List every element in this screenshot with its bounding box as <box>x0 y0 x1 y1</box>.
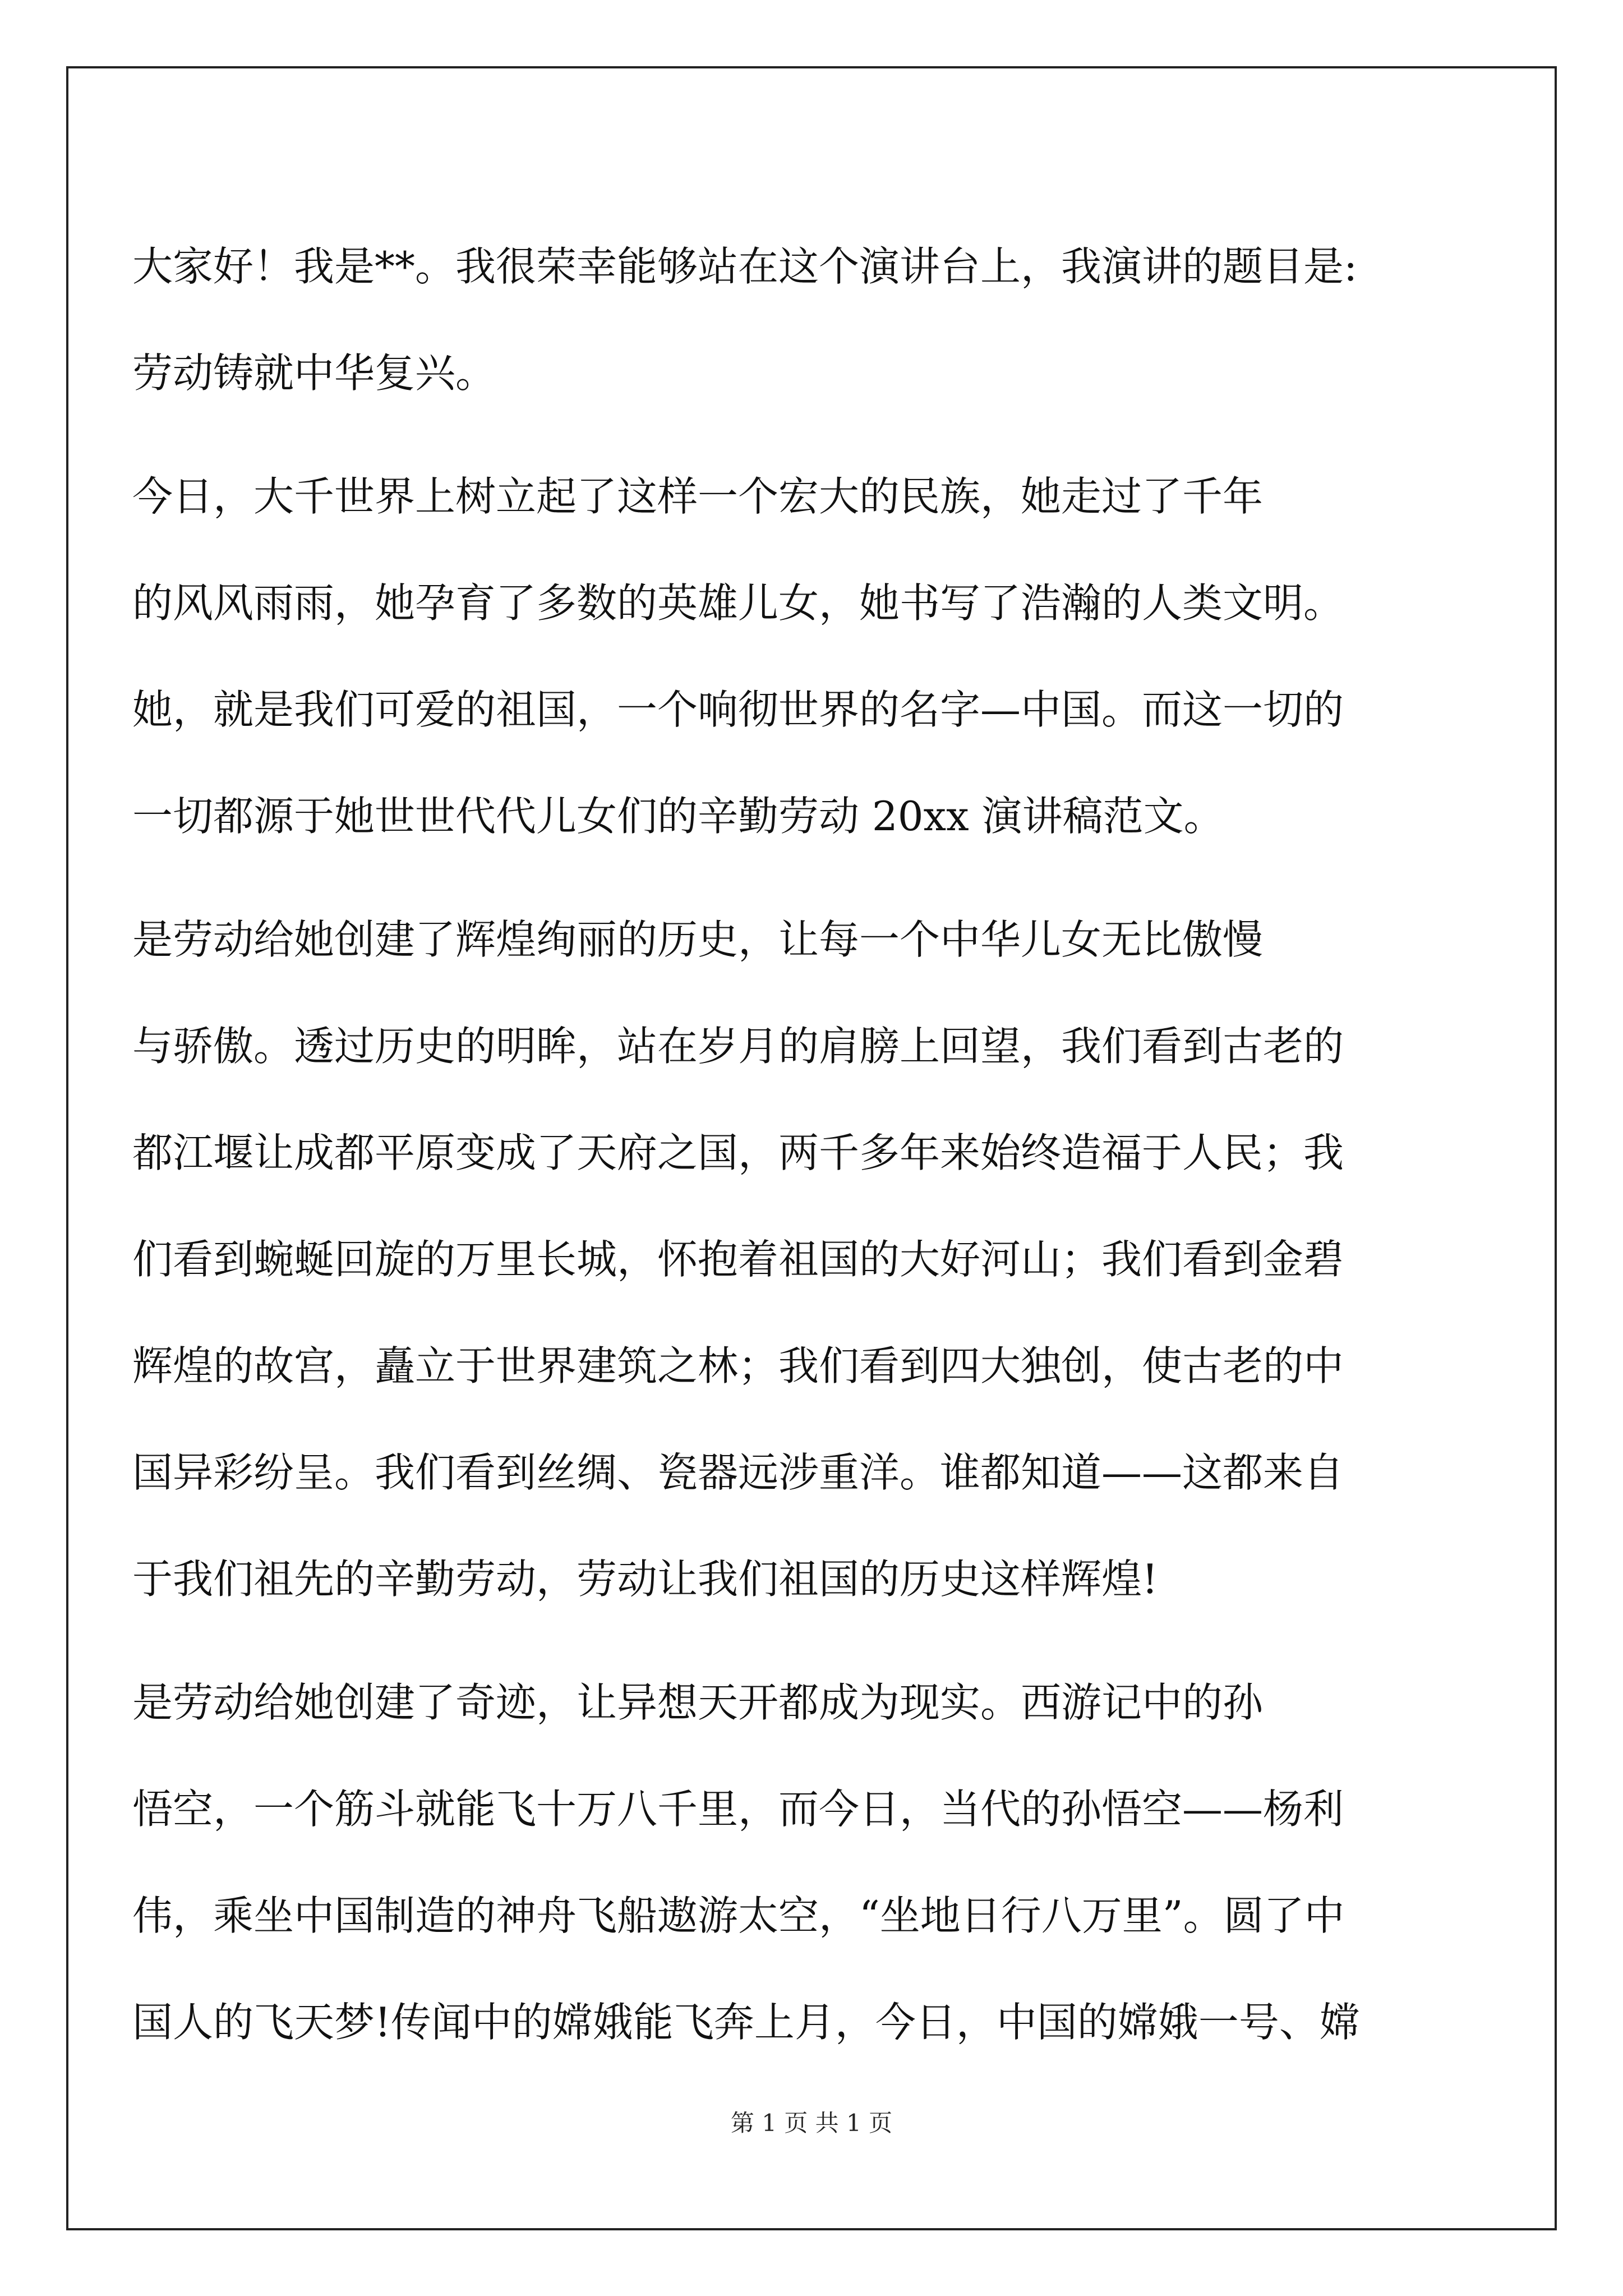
text-line: 们看到蜿蜒回旋的万里长城，怀抱着祖国的大好河山；我们看到金碧 <box>132 1236 1344 1283</box>
text-line: 伟，乘坐中国制造的神舟飞船遨游太空，“坐地日行八万里”。圆了中 <box>132 1892 1345 1939</box>
text-line: 于我们祖先的辛勤劳动，劳动让我们祖国的历史这样辉煌! <box>132 1556 1158 1603</box>
text-line: 都江堰让成都平原变成了天府之国，两千多年来始终造福于人民；我 <box>132 1129 1344 1176</box>
paragraph-3 <box>132 886 1422 1632</box>
paragraph-4 <box>132 1649 1422 2076</box>
text-line: 她，就是我们可爱的祖国，一个响彻世界的名字—中国。而这一切的 <box>132 686 1344 733</box>
paragraph-2 <box>132 443 1422 869</box>
text-line: 与骄傲。透过历史的明眸，站在岁月的肩膀上回望，我们看到古老的 <box>132 1023 1344 1070</box>
text-line: 悟空，一个筋斗就能飞十万八千里，而今日，当代的孙悟空——杨利 <box>132 1786 1344 1833</box>
text-line: 辉煌的故宫，矗立于世界建筑之林；我们看到四大独创，使古老的中 <box>132 1342 1344 1389</box>
text-line: 国人的飞天梦!传闻中的嫦娥能飞奔上月，今日，中国的嫦娥一号、嫦 <box>132 1999 1360 2046</box>
text-line: 今日，大千世界上树立起了这样一个宏大的民族，她走过了千年 <box>132 473 1264 520</box>
text-line: 是劳动给她创建了奇迹，让异想天开都成为现实。西游记中的孙 <box>132 1679 1264 1726</box>
page-number: 第 1 页 共 1 页 <box>730 2109 893 2137</box>
text-line: 一切都源于她世世代代儿女们的辛勤劳动 20xx 演讲稿范文。 <box>132 793 1224 840</box>
document-body <box>132 213 1422 2076</box>
paragraph-1 <box>132 213 1422 426</box>
page-footer <box>0 2106 1623 2140</box>
text-line: 劳动铸就中华复兴。 <box>132 349 496 397</box>
text-line: 是劳动给她创建了辉煌绚丽的历史，让每一个中华儿女无比傲慢 <box>132 916 1264 963</box>
text-line: 大家好！我是**。我很荣幸能够站在这个演讲台上，我演讲的题目是: <box>132 243 1358 290</box>
text-line: 国异彩纷呈。我们看到丝绸、瓷器远涉重洋。谁都知道——这都来自 <box>132 1449 1344 1496</box>
text-line: 的风风雨雨，她孕育了多数的英雄儿女，她书写了浩瀚的人类文明。 <box>132 579 1344 627</box>
